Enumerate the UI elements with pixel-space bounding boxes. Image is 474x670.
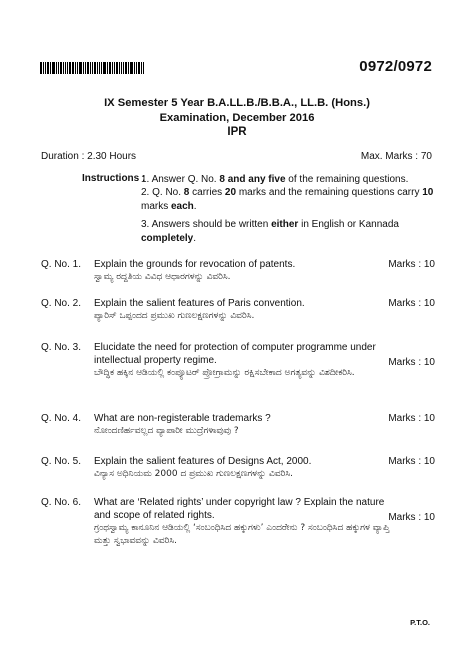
barcode-bar [65, 62, 66, 74]
question-text-en: Explain the salient features of Paris convention. [94, 298, 305, 309]
question-marks: Marks : 10 [388, 413, 435, 424]
barcode-bar [123, 62, 124, 74]
barcode-bar [72, 62, 74, 74]
barcode-bar [43, 62, 44, 74]
barcode-bar [79, 62, 82, 74]
barcode-bar [50, 62, 51, 74]
paper-code: 0972/0972 [359, 58, 432, 75]
question-text-kn: ನೋಂದಣಿರ್ಹವಲ್ಲದ ವ್ಯಾಪಾರೀ ಮುದ್ರೆಗಳಾವುವು ? [94, 426, 239, 436]
barcode-bar [47, 62, 49, 74]
question-text-kn: ವಿನ್ಯಾಸ ಅಧಿನಿಯಮ 2000 ದ ಪ್ರಮುಖ ಗುಣಲಕ್ಷಣಗಳನ್ನು ವಿವರಿಸಿ. [94, 469, 293, 479]
question-text-en: Explain the grounds for revocation of patents. [94, 259, 296, 270]
barcode-bar [97, 62, 98, 74]
pto-footer: P.T.O. [410, 618, 430, 627]
barcode-bar [75, 62, 76, 74]
barcode-bar [112, 62, 113, 74]
question-number: Q. No. 5. [41, 456, 82, 467]
question-text-en: What are non-registerable trademarks ? [94, 413, 271, 424]
barcode-bar [130, 62, 133, 74]
instructions-label: Instructions : [82, 173, 146, 184]
barcode-bar [69, 62, 71, 74]
exam-title-line2: Examination, December 2016 [159, 112, 315, 124]
barcode-bar [134, 62, 135, 74]
barcode-bar [87, 62, 89, 74]
question-marks: Marks : 10 [388, 298, 435, 309]
barcode-bar [60, 62, 62, 74]
question-number: Q. No. 6. [41, 497, 82, 508]
barcode-bar [92, 62, 93, 74]
question-text-kn: ಪ್ಯಾರಿಸ್ ಒಪ್ಪಂದದ ಪ್ರಮುಖ ಗುಣಲಕ್ಷಣಗಳನ್ನು ವಿವರಿಸಿ. [94, 311, 255, 321]
question-text-kn: ಸ್ವಾಮ್ಯ ರದ್ದತಿಯ ವಿವಿಧ ಆಧಾರಗಳನ್ನು ವಿವರಿಸಿ. [94, 272, 231, 282]
barcode-bar [63, 62, 64, 74]
instruction-2: 2. Q. No. 8 carries 20 marks and the remaining questions carry 10 marks each. [141, 187, 434, 212]
barcode-image [40, 62, 156, 74]
barcode-bar [77, 62, 78, 74]
barcode-bar [101, 62, 102, 74]
barcode-bar [40, 62, 42, 74]
barcode-bar [52, 62, 55, 74]
barcode-bar [56, 62, 57, 74]
barcode-bar [83, 62, 84, 74]
question-marks: Marks : 10 [388, 259, 435, 270]
barcode-bar [138, 62, 140, 74]
max-marks-text: Max. Marks : 70 [360, 151, 432, 162]
question-text-en: What are ‘Related rights’ under copyright law ? Explain the nature and scope of related rights. [94, 497, 385, 521]
barcode-bar [143, 62, 144, 74]
instruction-3: 3. Answers should be written either in English or Kannada completely. [141, 219, 399, 244]
duration-text: Duration : 2.30 Hours [41, 151, 137, 162]
barcode-bar [121, 62, 122, 74]
question-number: Q. No. 1. [41, 259, 82, 270]
question-marks: Marks : 10 [388, 512, 435, 523]
barcode-bar [45, 62, 46, 74]
barcode-bar [125, 62, 127, 74]
barcode-bar [136, 62, 137, 74]
question-number: Q. No. 4. [41, 413, 82, 424]
question-number: Q. No. 3. [41, 342, 82, 353]
barcode-bar [99, 62, 100, 74]
question-text-en: Elucidate the need for protection of computer programme under intellectual property regime. [94, 342, 376, 366]
subject-title: IPR [227, 126, 247, 138]
barcode-bar [119, 62, 120, 74]
question-text-kn: ಬೌದ್ಧಿಕ ಹಕ್ಕಿನ ಆಡಿಯಲ್ಲಿ ಕಂಪ್ಯೂಟರ್ ಪ್ರೋಗ್ರಾಮನ್ನು ರಕ್ಷಿಸಬೇಕಾದ ಅಗತ್ಯವನ್ನು ವಿಶದೀಕರಿಸಿ. [94, 368, 355, 378]
question-text-kn: ಗ್ರಂಥಸ್ವಾಮ್ಯ ಕಾನೂನಿನ ಆಡಿಯಲ್ಲಿ ‘ಸಂಬಂಧಿಸಿದ ಹಕ್ಕುಗಳು’ ಎಂದರೇನು ? ಸಂಬಂಧಿಸಿದ ಹಕ್ಕುಗಳ ವ್ಯಾಪ್ತಿ ಮತ್ತು ಸ್ವಭಾವವನ್ನು ವಿವರಿಸಿ. [94, 523, 390, 546]
exam-title-line1: IX Semester 5 Year B.A.LL.B./B.B.A., LL.B. (Hons.) [104, 97, 370, 109]
barcode-bar [85, 62, 86, 74]
barcode-bar [114, 62, 115, 74]
barcode-bar [58, 62, 59, 74]
barcode-bar [67, 62, 68, 74]
question-marks: Marks : 10 [388, 357, 435, 368]
instruction-1: 1. Answer Q. No. 8 and any five of the remaining questions. [141, 174, 409, 185]
barcode-bar [109, 62, 111, 74]
barcode-bar [128, 62, 129, 74]
barcode-bar [141, 62, 142, 74]
barcode-bar [103, 62, 106, 74]
question-text-en: Explain the salient features of Designs Act, 2000. [94, 456, 312, 467]
barcode-bar [107, 62, 108, 74]
barcode-bar [116, 62, 118, 74]
question-number: Q. No. 2. [41, 298, 82, 309]
question-marks: Marks : 10 [388, 456, 435, 467]
barcode-bar [94, 62, 96, 74]
barcode-bar [90, 62, 91, 74]
